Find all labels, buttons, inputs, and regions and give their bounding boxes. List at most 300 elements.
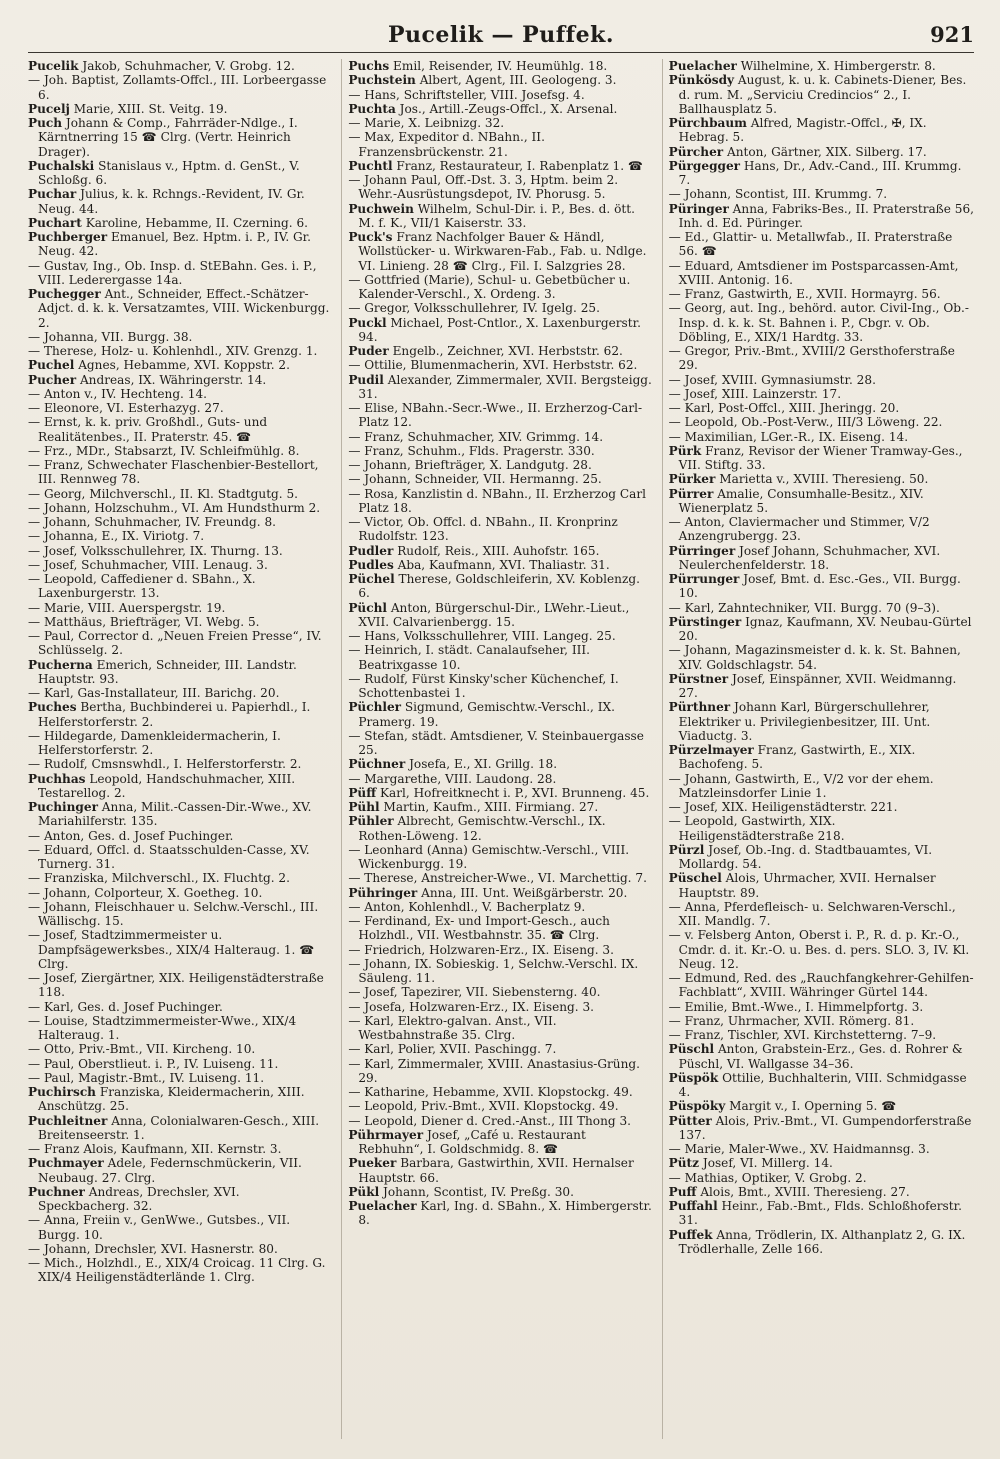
entry-details: Franziska, Kleidermacherin, XIII. Anschützg. 25. (38, 1085, 305, 1114)
entry-surname: Pudler (348, 543, 394, 558)
entry-surname: Puck's (348, 230, 393, 244)
entry-surname: Puchhas (28, 771, 86, 786)
entry-surname: Pürthner (668, 700, 731, 715)
entry-details: Albert, Agent, III. Geologeng. 3. (415, 73, 617, 88)
directory-entry (348, 957, 653, 986)
directory-entry (348, 772, 653, 786)
directory-entry (348, 173, 653, 202)
entry-surname: Puchberger (28, 230, 108, 244)
entry-surname: Pueker (348, 1156, 397, 1171)
entry-details: — Otto, Priv.-Bmt., VII. Kircheng. 10. (28, 1042, 256, 1057)
directory-entry (348, 1114, 653, 1128)
entry-details: Josef Johann, Schuhmacher, XVI. Neulerchenfelderstr. 18. (678, 543, 941, 572)
entry-surname: Püchel (348, 572, 395, 586)
directory-entry (669, 544, 974, 573)
entry-details: Johann & Comp., Fahrräder-Ndlge., I. Kärntnerring 15 ☎ Clrg. (Vertr. Heinrich Drager). (38, 116, 298, 159)
page-title: Pucelik — Puffek. (387, 22, 615, 48)
entry-details: — Eduard, Offcl. d. Staatsschulden-Casse, XV. Turnerg. 31. (28, 842, 310, 871)
entry-details: Andreas, Drechsler, XVI. Speckbacherg. 32. (38, 1184, 240, 1213)
directory-entry (28, 658, 333, 687)
entry-surname: Puchmayer (28, 1156, 104, 1171)
directory-entry (669, 615, 974, 644)
entry-details: — Johann, Drechsler, XVI. Hasnerstr. 80. (28, 1241, 278, 1256)
entry-details: Franz, Gastwirth, E., XIX. Bachofeng. 5. (678, 743, 916, 772)
directory-entry (28, 116, 333, 159)
entry-surname: Puchel (28, 358, 75, 373)
entry-details: — Johann, Scontist, III. Krummg. 7. (668, 187, 888, 202)
directory-entry (348, 729, 653, 758)
entry-details: — Victor, Ob. Offcl. d. NBahn., II. Kronprinz Rudolfstr. 123. (348, 515, 618, 544)
directory-entry (669, 1228, 974, 1257)
entry-surname: Pürstinger (668, 614, 742, 629)
entry-details: — Josef, Tapezirer, VII. Siebensterng. 40. (348, 985, 601, 1000)
directory-entry (348, 786, 653, 800)
directory-entry (669, 1114, 974, 1143)
entry-details: — Franziska, Milchverschl., IX. Fluchtg. 2. (28, 871, 290, 886)
entry-details: — Anton, Kohlenhdl., V. Bacherplatz 9. (348, 899, 586, 914)
entry-details: — v. Felsberg Anton, Oberst i. P., R. d. p. Kr.-O., Cmdr. d. it. Kr.-O. u. Bes. d. pers. SLO. 3, IV. Kl. Neug. 12. (668, 928, 970, 971)
entry-details: — Franz, Uhrmacher, XVII. Römerg. 81. (668, 1013, 915, 1028)
entry-details: — Karl, Ges. d. Josef Puchinger. (28, 999, 223, 1014)
entry-details: August, k. u. k. Cabinets-Diener, Bes. d. rum. M. „Serviciu Credincios“ 2., I. Ballhausplatz 5. (678, 73, 967, 116)
entry-details: — Mathias, Optiker, V. Grobg. 2. (668, 1170, 867, 1185)
directory-entry (28, 259, 333, 288)
entry-surname: Puchart (28, 215, 82, 230)
entry-surname: Puchner (28, 1184, 85, 1199)
entry-surname: Pucherna (28, 657, 93, 672)
entry-details: Ignaz, Kaufmann, XV. Neubau-Gürtel 20. (678, 614, 972, 643)
entry-details: — Therese, Anstreicher-Wwe., VI. Marchettig. 7. (348, 871, 647, 886)
entry-details: — Ed., Glattir- u. Metallwfab., II. Praterstraße 56. ☎ (668, 230, 953, 259)
entry-details: Alois, Bmt., XVIII. Theresieng. 27. (696, 1184, 910, 1199)
entry-details: — Katharine, Hebamme, XVII. Klopstockg. 49. (348, 1085, 633, 1099)
entry-surname: Puches (28, 700, 77, 715)
directory-columns (28, 59, 974, 1439)
entry-details: Andreas, IX. Währingerstr. 14. (76, 372, 267, 387)
entry-details: — Leopold, Priv.-Bmt., XVII. Klopstockg. 49. (348, 1099, 619, 1114)
directory-entry (348, 943, 653, 957)
entry-surname: Puch (28, 116, 63, 130)
directory-entry (669, 743, 974, 772)
directory-entry (669, 672, 974, 701)
entry-details: — Josef, Schuhmacher, VIII. Lenaug. 3. (28, 557, 268, 572)
entry-details: Anna, III. Unt. Weißgärberstr. 20. (417, 885, 628, 900)
entry-details: — Franz, Schuhmacher, XIV. Grimmg. 14. (348, 429, 604, 444)
directory-entry (348, 843, 653, 872)
entry-details: — Johann, Fleischhauer u. Selchw.-Verschl., III. Wällischg. 15. (28, 899, 319, 928)
entry-details: — Johann, Gastwirth, E., V/2 vor der ehem. Matzleinsdorfer Linie 1. (668, 771, 934, 800)
entry-surname: Puffahl (668, 1199, 718, 1213)
directory-entry (669, 401, 974, 415)
directory-entry (28, 1142, 333, 1156)
entry-details: Wilhelmine, X. Himbergerstr. 8. (736, 59, 936, 73)
entry-details: — Karl, Zimmermaler, XVIII. Anastasius-Grüng. 29. (348, 1056, 640, 1085)
directory-entry (669, 601, 974, 615)
directory-entry (348, 1000, 653, 1014)
entry-details: — Anton, Ges. d. Josef Puchinger. (28, 828, 234, 843)
directory-entry (669, 59, 974, 73)
directory-entry (669, 928, 974, 971)
directory-entry (28, 73, 333, 102)
directory-entry (669, 772, 974, 801)
directory-entry (348, 316, 653, 345)
entry-details: — Edmund, Red. des „Rauchfangkehrer-Gehilfen-Fachblatt“, XVIII. Währinger Gürtel 144. (668, 971, 974, 1000)
directory-entry (348, 401, 653, 430)
entry-details: — Paul, Magistr.-Bmt., IV. Luiseng. 11. (28, 1070, 265, 1085)
entry-details: — Josef, XIII. Lainzerstr. 17. (668, 386, 842, 401)
entry-details: — Franz, Schuhm., Flds. Pragerstr. 330. (348, 443, 595, 458)
entry-details: Karoline, Hebamme, II. Czerning. 6. (81, 215, 309, 230)
entry-details: — Josef, Volksschullehrer, IX. Thurng. 13. (28, 543, 283, 558)
entry-details: — Karl, Gas-Installateur, III. Barichg. 20. (28, 686, 280, 700)
directory-entry (28, 800, 333, 829)
entry-surname: Puchinger (28, 800, 98, 814)
entry-details: — Georg, aut. Ing., behörd. autor. Civil-Ing., Ob.-Insp. d. k. k. St. Bahnen i. P., Cbgr. v. Ob. Döbling, E., XIX/1 Hardtg. 33. (668, 301, 969, 344)
entry-details: — Franz, Schwechater Flaschenbier-Bestellort, III. Rennweg 78. (28, 458, 319, 487)
directory-entry (28, 1057, 333, 1071)
entry-details: Michael, Post-Cntlor., X. Laxenburgerstr. 94. (358, 315, 641, 344)
entry-details: — Karl, Polier, XVII. Paschingg. 7. (348, 1042, 557, 1057)
entry-details: Engelb., Zeichner, XVI. Herbststr. 62. (388, 344, 623, 358)
entry-details: — Marie, VIII. Auerspergstr. 19. (28, 600, 226, 615)
entry-details: Alfred, Magistr.-Offcl., ✠, IX. Hebrag. 5. (678, 116, 927, 145)
directory-entry (348, 301, 653, 315)
directory-entry (28, 1014, 333, 1043)
directory-entry (28, 230, 333, 259)
entry-details: — Ernst, k. k. priv. Großhdl., Guts- und Realitätenbes., II. Praterstr. 45. ☎ (28, 415, 268, 444)
directory-entry (669, 800, 974, 814)
directory-entry (28, 686, 333, 700)
entry-details: Alexander, Zimmermaler, XVII. Bergsteigg. 31. (358, 372, 652, 401)
entry-details: — Eduard, Amtsdiener im Postsparcassen-Amt, XVIII. Antonig. 16. (668, 258, 959, 287)
entry-details: — Anna, Pferdefleisch- u. Selchwaren-Verschl., XII. Mandlg. 7. (668, 899, 956, 928)
directory-entry (669, 73, 974, 116)
entry-details: Jos., Artill.-Zeugs-Offcl., X. Arsenal. (395, 101, 618, 116)
directory-entry (348, 159, 653, 173)
directory-entry (348, 1099, 653, 1113)
entry-details: — Karl, Post-Offcl., XIII. Jheringg. 20. (668, 401, 900, 415)
entry-details: Martin, Kaufm., XIII. Firmiang. 27. (379, 800, 599, 814)
entry-details: — Paul, Corrector d. „Neuen Freien Presse“, IV. Schlüsselg. 2. (28, 629, 322, 658)
entry-details: — Gottfried (Marie), Schul- u. Gebetbücher u. Kalender-Verschl., X. Ordeng. 3. (348, 272, 631, 301)
directory-entry (348, 1185, 653, 1199)
entry-surname: Püff (348, 785, 377, 800)
entry-details: Anton, Grabstein-Erz., Ges. d. Rohrer & Püschl, VI. Wallgasse 34–36. (678, 1042, 963, 1071)
entry-details: — Josef, XIX. Heiligenstädterstr. 221. (668, 800, 898, 814)
entry-details: — Paul, Oberstlieut. i. P., IV. Luiseng. 11. (28, 1056, 279, 1071)
entry-details: Agnes, Hebamme, XVI. Koppstr. 2. (74, 358, 290, 373)
directory-entry (348, 1199, 653, 1228)
entry-details: Anna, Fabriks-Bes., II. Praterstraße 56, Inh. d. Ed. Püringer. (678, 201, 974, 230)
directory-entry (669, 344, 974, 373)
directory-entry (28, 1256, 333, 1285)
entry-details: — Gustav, Ing., Ob. Insp. d. StEBahn. Ges. i. P., VIII. Lederergasse 14a. (28, 258, 317, 287)
entry-details: — Hildegarde, Damenkleidermacherin, I. Helferstorferstr. 2. (28, 728, 281, 757)
entry-details: — Franz Alois, Kaufmann, XII. Kernstr. 3. (28, 1142, 282, 1156)
entry-surname: Püspöky (668, 1099, 726, 1114)
directory-entry (669, 415, 974, 429)
entry-surname: Pütter (668, 1113, 712, 1128)
entry-details: Josef, VI. Millerg. 14. (699, 1156, 833, 1171)
directory-entry (348, 102, 653, 116)
directory-entry (348, 544, 653, 558)
directory-entry (28, 458, 333, 487)
directory-entry (348, 900, 653, 914)
entry-surname: Puchar (28, 187, 77, 202)
entry-surname: Puff (668, 1184, 697, 1199)
directory-entry (669, 159, 974, 188)
entry-details: Johann Karl, Bürgerschullehrer, Elektriker u. Privilegienbesitzer, III. Unt. Viaductg. 3. (678, 700, 931, 743)
directory-entry (28, 216, 333, 230)
entry-surname: Pütz (668, 1156, 699, 1171)
directory-entry (669, 1199, 974, 1228)
entry-details: — Louise, Stadtzimmermeister-Wwe., XIX/4 Halteraug. 1. (28, 1013, 297, 1042)
entry-surname: Puchalski (28, 158, 95, 173)
entry-surname: Pucelik (28, 59, 79, 73)
directory-entry (348, 358, 653, 372)
entry-surname: Pürker (668, 472, 716, 487)
directory-entry (669, 515, 974, 544)
directory-entry (669, 1042, 974, 1071)
entry-surname: Puchs (348, 59, 390, 73)
entry-details: Therese, Goldschleiferin, XV. Koblenzg. 6. (358, 572, 640, 601)
directory-entry (669, 301, 974, 344)
entry-surname: Puckl (348, 315, 387, 330)
entry-details: Stanislaus v., Hptm. d. GenSt., V. Schloßg. 6. (38, 158, 300, 187)
entry-details: — Friedrich, Holzwaren-Erz., IX. Eiseng. 3. (348, 942, 614, 957)
entry-details: — Max, Expeditor d. NBahn., II. Franzensbrückenstr. 21. (348, 130, 545, 159)
directory-entry (669, 116, 974, 145)
entry-details: — Ottilie, Blumenmacherin, XVI. Herbststr. 62. (348, 358, 638, 373)
directory-entry (669, 145, 974, 159)
entry-details: Aba, Kaufmann, XVI. Thaliastr. 31. (393, 557, 610, 572)
column-middle (341, 59, 653, 1439)
entry-details: Josef, „Café u. Restaurant Rebhuhn“, I. Goldschmidg. 8. ☎ (358, 1127, 586, 1156)
directory-entry (669, 373, 974, 387)
entry-details: — Hans, Volksschullehrer, VIII. Langeg. 25. (348, 629, 616, 643)
entry-details: — Johann, Holzschuhm., VI. Am Hundsthurm 2. (28, 500, 321, 515)
entry-details: — Emilie, Bmt.-Wwe., I. Himmelpfortg. 3. (668, 999, 924, 1014)
entry-details: Alois, Uhrmacher, XVII. Hernalser Hauptstr. 89. (678, 871, 936, 900)
directory-entry (28, 700, 333, 729)
directory-entry (348, 629, 653, 643)
entry-details: Emerich, Schneider, III. Landstr. Hauptstr. 93. (38, 657, 297, 686)
entry-surname: Püschel (668, 871, 722, 886)
directory-entry (28, 544, 333, 558)
directory-entry (28, 330, 333, 344)
directory-entry (28, 515, 333, 529)
directory-entry (28, 829, 333, 843)
entry-details: — Hans, Schriftsteller, VIII. Josefsg. 4. (348, 87, 585, 102)
entry-details: — Leopold, Ob.-Post-Verw., III/3 Löweng. 22. (668, 415, 943, 430)
entry-details: — Eleonore, VI. Esterhazyg. 27. (28, 401, 224, 415)
entry-details: — Elise, NBahn.-Secr.-Wwe., II. Erzherzog-Carl-Platz 12. (348, 401, 643, 430)
directory-entry (348, 914, 653, 943)
entry-details: — Gregor, Priv.-Bmt., XVIII/2 Gersthoferstraße 29. (668, 344, 955, 373)
entry-surname: Püchl (348, 600, 387, 615)
directory-entry (28, 529, 333, 543)
entry-details: — Anna, Freiin v., GenWwe., Gutsbes., VII. Burgg. 10. (28, 1213, 291, 1242)
entry-details: — Johann, Colporteur, X. Goetheg. 10. (28, 885, 263, 900)
directory-entry (669, 444, 974, 473)
entry-surname: Puchegger (28, 287, 101, 301)
entry-surname: Puchirsch (28, 1085, 96, 1099)
entry-details: — Gregor, Volksschullehrer, IV. Igelg. 25. (348, 301, 600, 316)
entry-details: Josef, Ob.-Ing. d. Stadtbauamtes, VI. Mollardg. 54. (678, 842, 933, 871)
directory-entry (348, 373, 653, 402)
directory-entry (28, 572, 333, 601)
directory-entry (28, 102, 333, 116)
entry-surname: Püspök (668, 1070, 719, 1085)
directory-entry (28, 886, 333, 900)
directory-entry (669, 700, 974, 743)
entry-details: Karl, Hofreitknecht i. P., XVI. Brunneng. 45. (376, 785, 650, 800)
entry-surname: Pürchbaum (668, 116, 747, 130)
directory-entry (28, 1185, 333, 1214)
directory-entry (348, 886, 653, 900)
directory-entry (348, 59, 653, 73)
directory-entry (28, 1242, 333, 1256)
directory-entry (348, 458, 653, 472)
directory-entry (28, 501, 333, 515)
directory-entry (348, 130, 653, 159)
entry-details: Alois, Priv.-Bmt., VI. Gumpendorferstraße 137. (678, 1113, 972, 1142)
directory-entry (669, 187, 974, 201)
column-right (662, 59, 974, 1439)
directory-entry (28, 615, 333, 629)
entry-details: — Margarethe, VIII. Laudong. 28. (348, 771, 557, 786)
directory-entry (28, 373, 333, 387)
directory-entry (348, 814, 653, 843)
entry-details: — Johann Paul, Off.-Dst. 3. 3, Hptm. beim 2. Wehr.-Ausrüstungsdepot, IV. Phorusg. 5. (348, 173, 619, 202)
entry-details: Anna, Milit.-Cassen-Dir.-Wwe., XV. Mariahilferstr. 135. (38, 800, 312, 829)
entry-details: Julius, k. k. Rchngs.-Revident, IV. Gr. Neug. 44. (38, 187, 305, 216)
directory-entry (348, 202, 653, 231)
entry-surname: Pürringer (668, 543, 736, 558)
entry-details: — Rudolf, Cmsnswhdl., I. Helferstorferstr. 2. (28, 757, 302, 772)
entry-details: Franz, Revisor der Wiener Tramway-Ges., VII. Stiftg. 33. (678, 443, 963, 472)
directory-entry (28, 971, 333, 1000)
directory-entry (348, 273, 653, 302)
directory-entry (28, 59, 333, 73)
entry-surname: Puchtl (348, 158, 393, 173)
directory-entry (28, 415, 333, 444)
entry-details: Sigmund, Gemischtw.-Verschl., IX. Pramerg. 19. (358, 700, 615, 729)
entry-surname: Puchstein (348, 73, 416, 88)
entry-details: Anton, Bürgerschul-Dir., LWehr.-Lieut., XVII. Calvarienbergg. 15. (358, 600, 630, 629)
entry-details: Anna, Colonialwaren-Gesch., XIII. Breitenseerstr. 1. (38, 1113, 320, 1142)
entry-details: — Maximilian, LGer.-R., IX. Eiseng. 14. (668, 429, 909, 444)
entry-surname: Pührmayer (348, 1127, 424, 1142)
directory-entry (669, 1171, 974, 1185)
entry-details: Josefa, E., XI. Grillg. 18. (405, 757, 558, 772)
directory-entry (669, 871, 974, 900)
directory-entry (669, 1028, 974, 1042)
entry-details: Leopold, Handschuhmacher, XIII. Testarellog. 2. (38, 771, 296, 800)
directory-entry (28, 1085, 333, 1114)
directory-entry (348, 1057, 653, 1086)
directory-entry (348, 601, 653, 630)
entry-details: — Josef, Stadtzimmermeister u. Dampfsägewerksbes., XIX/4 Halteraug. 1. ☎ Clrg. (28, 928, 315, 971)
directory-entry (669, 1185, 974, 1199)
directory-entry (348, 800, 653, 814)
directory-entry (28, 287, 333, 330)
directory-entry (28, 871, 333, 885)
entry-surname: Pürrunger (668, 572, 740, 586)
entry-details: — Joh. Baptist, Zollamts-Offcl., III. Lorbeergasse 6. (28, 73, 327, 102)
entry-surname: Pürzelmayer (668, 743, 754, 757)
entry-details: Ottilie, Buchhalterin, VIII. Schmidgasse 4. (678, 1070, 967, 1099)
entry-details: Karl, Ing. d. SBahn., X. Himbergerstr. 8. (358, 1199, 652, 1228)
entry-details: — Stefan, städt. Amtsdiener, V. Steinbauergasse 25. (348, 728, 644, 757)
directory-entry (669, 814, 974, 843)
directory-entry (348, 1042, 653, 1056)
entry-details: — Franz, Tischler, XVI. Kirchstetterng. 7–9. (668, 1028, 937, 1042)
entry-details: — Johann, Schuhmacher, IV. Freundg. 8. (28, 515, 276, 529)
directory-entry (28, 387, 333, 401)
directory-entry (669, 1000, 974, 1014)
directory-entry (669, 572, 974, 601)
directory-entry (28, 1114, 333, 1143)
entry-details: — Leonhard (Anna) Gemischtw.-Verschl., VIII. Wickenburgg. 19. (348, 842, 630, 871)
entry-details: — Georg, Milchverschl., II. Kl. Stadtgutg. 5. (28, 486, 299, 501)
directory-entry (669, 643, 974, 672)
directory-entry (348, 1156, 653, 1185)
entry-details: Josef, Bmt. d. Esc.-Ges., VII. Burgg. 10. (678, 572, 961, 601)
page-header (28, 22, 974, 53)
directory-entry (669, 971, 974, 1000)
directory-entry (28, 1000, 333, 1014)
directory-entry (348, 672, 653, 701)
directory-entry (669, 287, 974, 301)
entry-details: — Marie, Maler-Wwe., XV. Haidmannsg. 3. (668, 1142, 930, 1156)
entry-surname: Püringer (668, 201, 729, 216)
entry-surname: Pünkösdy (668, 73, 735, 88)
directory-entry (348, 487, 653, 516)
directory-entry (28, 358, 333, 372)
directory-entry (28, 344, 333, 358)
entry-details: Anna, Trödlerin, IX. Althanplatz 2, G. IX. Trödlerhalle, Zelle 166. (678, 1227, 966, 1256)
directory-entry (669, 259, 974, 288)
directory-entry (669, 1156, 974, 1170)
entry-surname: Puelacher (348, 1199, 417, 1213)
entry-details: Hans, Dr., Adv.-Cand., III. Krummg. 7. (678, 158, 962, 187)
directory-entry (348, 558, 653, 572)
entry-details: — Therese, Holz- u. Kohlenhdl., XIV. Grenzg. 1. (28, 344, 318, 358)
directory-entry (348, 430, 653, 444)
entry-details: — Leopold, Caffediener d. SBahn., X. Laxenburgerstr. 13. (28, 572, 256, 601)
entry-details: — Anton v., IV. Hechteng. 14. (28, 386, 207, 401)
entry-details: — Karl, Zahntechniker, VII. Burgg. 70 (9–3). (668, 600, 940, 615)
directory-entry (28, 729, 333, 758)
entry-details: — Josefa, Holzwaren-Erz., IX. Eiseng. 3. (348, 999, 594, 1014)
entry-details: Jakob, Schuhmacher, V. Grobg. 12. (78, 59, 295, 73)
entry-surname: Püchler (348, 700, 402, 715)
entry-surname: Puchwein (348, 201, 414, 216)
directory-entry (669, 472, 974, 486)
entry-details: — Johann, Briefträger, X. Landgutg. 28. (348, 458, 592, 472)
entry-details: — Johann, Schneider, VII. Hermanng. 25. (348, 472, 602, 487)
directory-entry (669, 900, 974, 929)
directory-entry (669, 230, 974, 259)
entry-details: — Frz., MDr., Stabsarzt, IV. Schleifmühlg. 8. (28, 443, 300, 458)
directory-entry (669, 387, 974, 401)
directory-entry (348, 1085, 653, 1099)
entry-details: Franz Nachfolger Bauer & Händl, Wollstücker- u. Wirkwaren-Fab., Fab. u. Ndlge. VI. Linieng. 28 ☎ Clrg., Fil. I. Salzgries 28. (358, 230, 647, 273)
entry-surname: Pühler (348, 814, 394, 829)
directory-entry (669, 1099, 974, 1113)
directory-entry (348, 515, 653, 544)
